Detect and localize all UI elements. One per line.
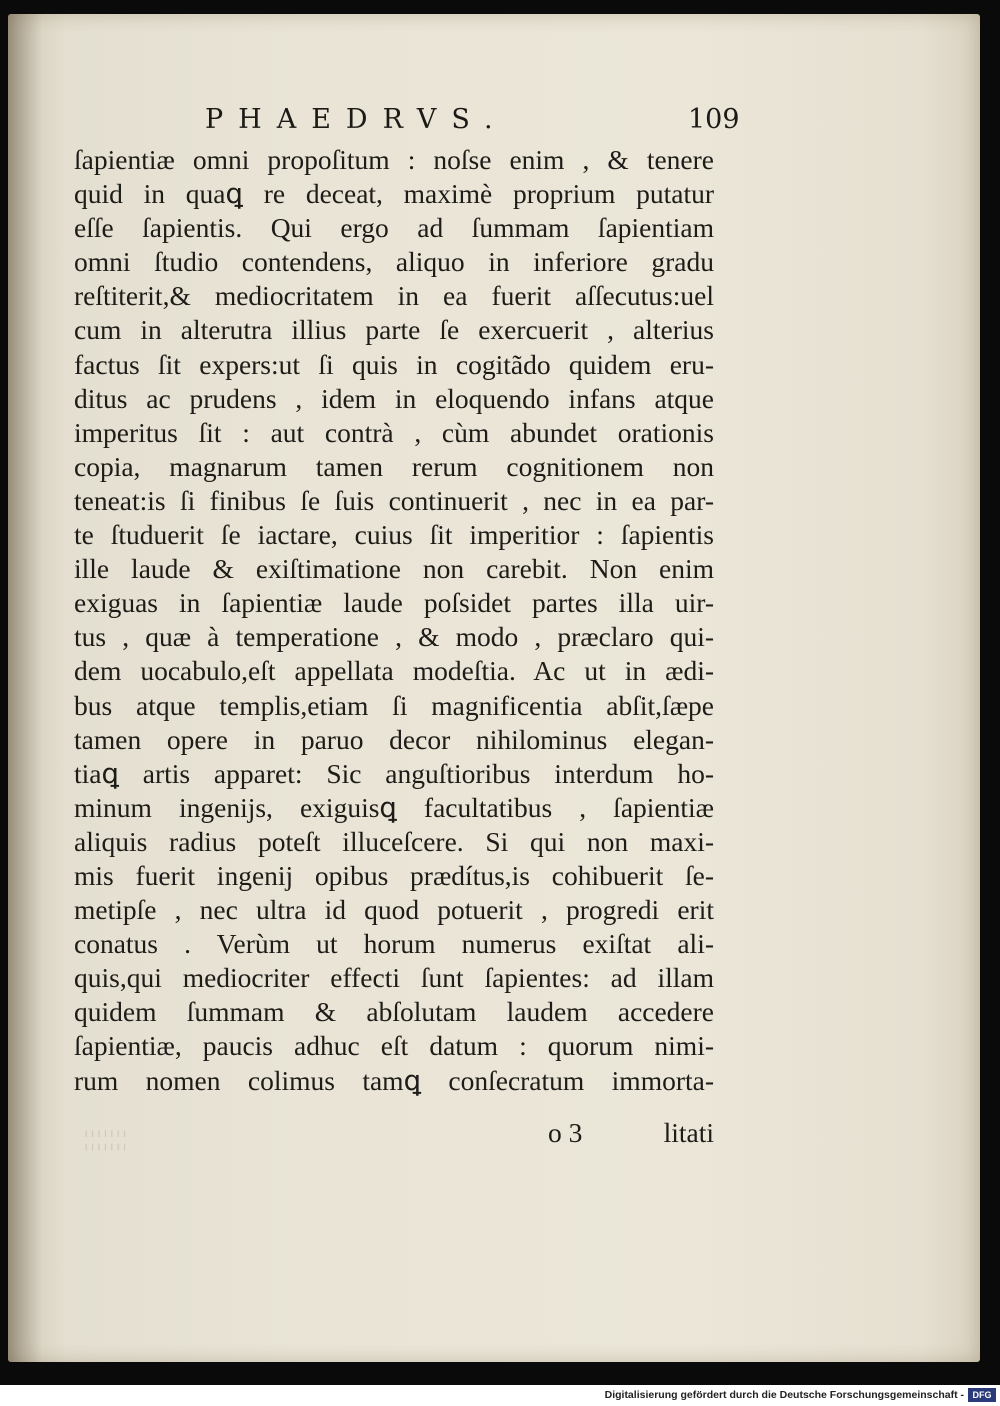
text-line: quis,qui mediocriter effecti ſunt ſapientes: ad illam	[74, 962, 714, 994]
text-line: aliquis radius poteſt illuceſcere. Si qui non maxi-	[74, 825, 714, 857]
text-line: copia, magnarum tamen rerum cognitionem non	[74, 450, 714, 482]
text-line: conatus . Verùm ut horum numerus exiſtat ali-	[74, 928, 714, 960]
text-line: tamen opere in paruo decor nihilominus elegan-	[74, 723, 714, 755]
text-line: factus ſit expers:ut ſi quis in cogitãdo quidem eru-	[74, 348, 714, 380]
text-line: imperitus ſit : aut contrà , cùm abundet orationis	[74, 416, 714, 448]
text-line: quidem ſummam & abſolutam laudem accedere	[74, 996, 714, 1028]
text-line: dem uocabulo,eſt appellata modeſtia. Ac ut in ædi-	[74, 655, 714, 687]
text-line: mis fuerit ingenij opibus prædítus,is cohibuerit ſe-	[74, 859, 714, 891]
text-line: ille laude & exiſtimatione non carebit. Non enim	[74, 553, 714, 585]
text-line: tus , quæ à temperatione , & modo , præclaro qui-	[74, 621, 714, 653]
digitization-footer	[0, 1385, 1000, 1406]
text-line: ſapientiæ, paucis adhuc eſt datum : quorum nimi-	[74, 1030, 714, 1062]
text-line: ſapientiæ omni propoſitum : noſse enim , & tenere	[74, 144, 714, 175]
text-line: teneat:is ſi finibus ſe ſuis continuerit , nec in ea par-	[74, 484, 714, 516]
text-line: ditus ac prudens , idem in eloquendo infans atque	[74, 382, 714, 414]
text-line: quid in quaꝗ re deceat, maximè proprium putatur	[74, 178, 714, 210]
page-foot	[74, 1117, 714, 1151]
text-line: eſſe ſapientis. Qui ergo ad ſummam ſapientiam	[74, 212, 714, 244]
catchword: litati	[663, 1117, 714, 1148]
text-line: exiguas in ſapientiæ laude poſsidet partes illa uir-	[74, 587, 714, 619]
text-line: rum nomen colimus tamꝗ conſecratum immorta-	[74, 1064, 714, 1096]
page-gutter-shadow	[8, 14, 42, 1362]
text-line: omni ſtudio contendens, aliquo in inferiore gradu	[74, 246, 714, 278]
footer-credit: Digitalisierung gefördert durch die Deutsche Forschungsgemeinschaft -	[604, 1389, 964, 1401]
signature-mark: o 3	[548, 1117, 583, 1148]
text-line: minum ingenijs, exiguisꝗ facultatibus , ſapientiæ	[74, 791, 714, 823]
text-line: cum in alterutra illius parte ſe exercuerit , alterius	[74, 314, 714, 346]
running-head	[200, 100, 740, 140]
text-line: te ſtuduerit ſe iactare, cuius ſit imperitior : ſapientis	[74, 519, 714, 551]
dfg-logo: DFG	[968, 1388, 996, 1402]
body-text	[74, 143, 714, 1098]
text-line: metipſe , nec ultra id quod potuerit , progredi erit	[74, 894, 714, 926]
running-title: PHAEDRVS.	[205, 104, 508, 135]
bleed-through-marks: ¦¦¦¦¦¦¦	[84, 1126, 129, 1151]
text-line: tiaꝗ artis apparet: Sic anguſtioribus interdum ho-	[74, 757, 714, 789]
page-number: 109	[688, 104, 740, 135]
text-line: reſtiterit,& mediocritatem in ea fuerit aſſecutus:uel	[74, 280, 714, 312]
text-line: bus atque templis,etiam ſi magnificentia abſit,ſæpe	[74, 689, 714, 721]
